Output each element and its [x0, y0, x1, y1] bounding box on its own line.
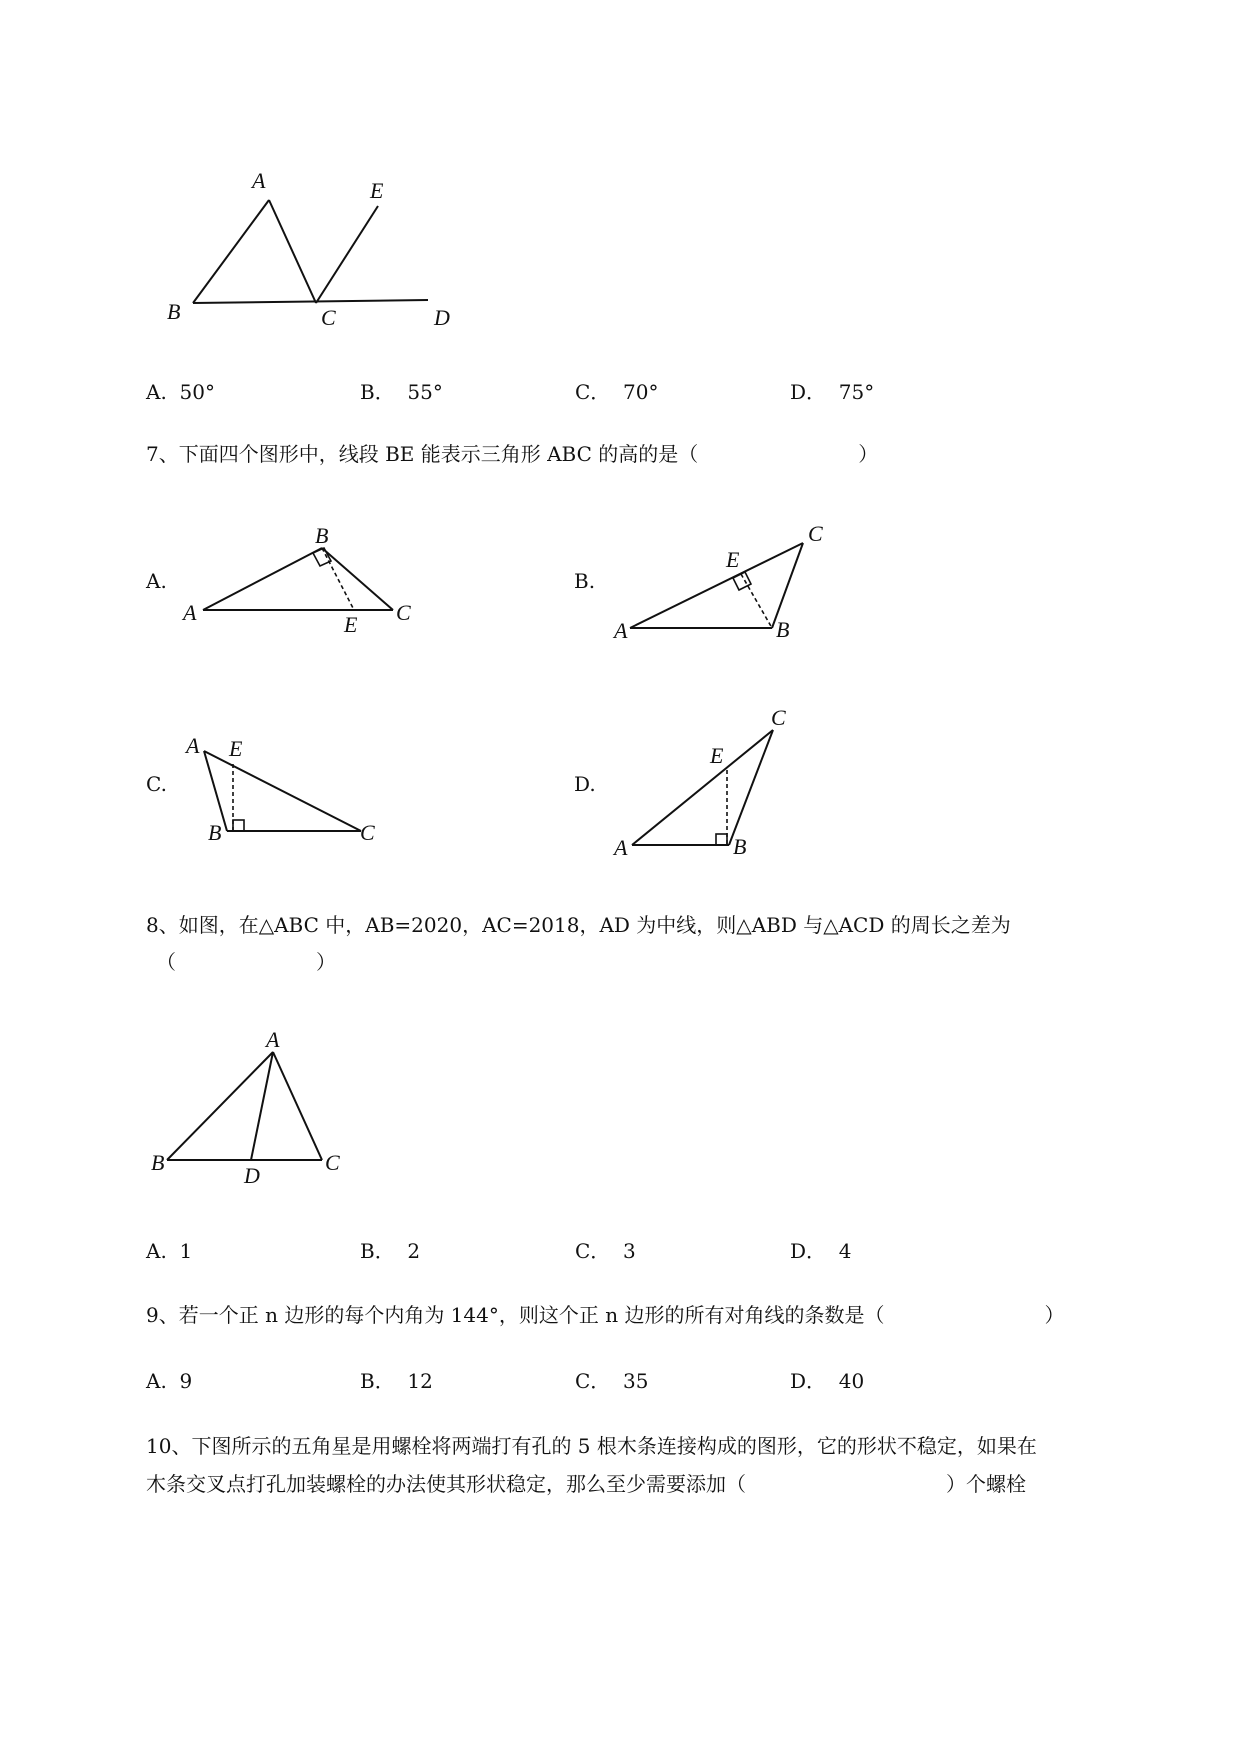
- q7-option-b-letter[interactable]: B.: [574, 569, 596, 593]
- q8-label-a: A: [266, 1027, 280, 1052]
- q9-stem: 9、若一个正 n 边形的每个内角为 144°，则这个正 n 边形的所有对角线的条数是（ ）: [146, 1303, 1065, 1327]
- q9-option-a-text: 9: [179, 1369, 193, 1393]
- q8-stem-line1: 8、如图，在△ABC 中，AB=2020，AC=2018，AD 为中线，则△ABD 与△ACD 的周长之差为: [146, 913, 1011, 937]
- q6-label-e: E: [370, 178, 384, 203]
- q8-option-b-text: 2: [407, 1239, 421, 1263]
- q6-option-c-letter: C．: [575, 380, 611, 404]
- q6-option-b-letter: B．: [360, 380, 395, 404]
- q7c-label-a: A: [186, 733, 200, 758]
- q8-option-a-text: 1: [179, 1239, 193, 1263]
- q7b-label-e: E: [726, 547, 740, 572]
- q9-option-c-text: 35: [623, 1369, 649, 1393]
- q7b-label-b: B: [776, 617, 790, 642]
- q6-label-a: A: [252, 168, 266, 193]
- q7c-label-c: C: [360, 820, 375, 845]
- q8-option-d-text: 4: [838, 1239, 852, 1263]
- q8-label-c: C: [325, 1150, 340, 1175]
- q6-option-a-text: 50°: [179, 380, 215, 404]
- q7b-label-a: A: [614, 618, 628, 643]
- q8-option-a-letter: A.: [146, 1239, 167, 1263]
- q7c-label-b: B: [208, 820, 222, 845]
- q6-label-b: B: [167, 299, 181, 324]
- q9-option-c[interactable]: [575, 1367, 648, 1395]
- q8-label-d: D: [244, 1163, 260, 1188]
- q7-option-c-letter[interactable]: C.: [146, 772, 167, 796]
- q8-option-d[interactable]: [790, 1237, 852, 1265]
- q9-option-b[interactable]: [360, 1367, 433, 1395]
- q7d-label-c: C: [771, 705, 786, 730]
- q6-option-b-text: 55°: [407, 380, 443, 404]
- q9-option-d-text: 40: [838, 1369, 865, 1393]
- q9-option-a-letter: A.: [146, 1369, 167, 1393]
- q8-option-c-text: 3: [623, 1239, 636, 1263]
- q7d-label-b: B: [733, 834, 747, 859]
- q7a-label-b: B: [315, 523, 329, 548]
- q6-option-c-text: 70°: [623, 380, 659, 404]
- q8-stem-line2: （ ）: [156, 950, 336, 974]
- q9-option-c-letter: C．: [575, 1369, 611, 1393]
- q7-option-a-letter[interactable]: A.: [146, 569, 167, 593]
- q6-label-d: D: [434, 305, 450, 330]
- q7d-label-a: A: [614, 835, 628, 860]
- q8-option-d-letter: D．: [790, 1239, 827, 1263]
- q7b-label-c: C: [808, 521, 823, 546]
- q7d-label-e: E: [710, 743, 724, 768]
- q10-stem-line2: 木条交叉点打孔加装螺栓的办法使其形状稳定，那么至少需要添加（ ）个螺栓: [146, 1472, 1026, 1496]
- q9-option-d-letter: D．: [790, 1369, 827, 1393]
- q9-option-a[interactable]: [146, 1367, 192, 1395]
- q6-option-a-letter: A.: [146, 380, 167, 404]
- q9-option-b-letter: B．: [360, 1369, 395, 1393]
- q6-option-d-text: 75°: [838, 380, 875, 404]
- q8-option-b[interactable]: [360, 1237, 420, 1265]
- q8-option-b-letter: B．: [360, 1239, 395, 1263]
- q10-stem-line1: 10、下图所示的五角星是用螺栓将两端打有孔的 5 根木条连接构成的图形，它的形状不稳定，如果在: [146, 1434, 1037, 1458]
- q6-option-d-letter: D．: [790, 380, 827, 404]
- q8-label-b: B: [151, 1150, 165, 1175]
- q7a-label-c: C: [396, 600, 411, 625]
- q7c-label-e: E: [229, 736, 243, 761]
- q8-option-c[interactable]: [575, 1237, 636, 1265]
- q7a-label-a: A: [183, 600, 197, 625]
- q8-option-c-letter: C．: [575, 1239, 611, 1263]
- q9-option-d[interactable]: [790, 1367, 864, 1395]
- q7a-label-e: E: [344, 612, 358, 637]
- q7-stem: 7、下面四个图形中，线段 BE 能表示三角形 ABC 的高的是（ ）: [146, 442, 879, 466]
- q7-option-d-letter[interactable]: D.: [574, 772, 596, 796]
- q9-option-b-text: 12: [407, 1369, 433, 1393]
- q6-label-c: C: [321, 305, 336, 330]
- q8-option-a[interactable]: [146, 1237, 192, 1265]
